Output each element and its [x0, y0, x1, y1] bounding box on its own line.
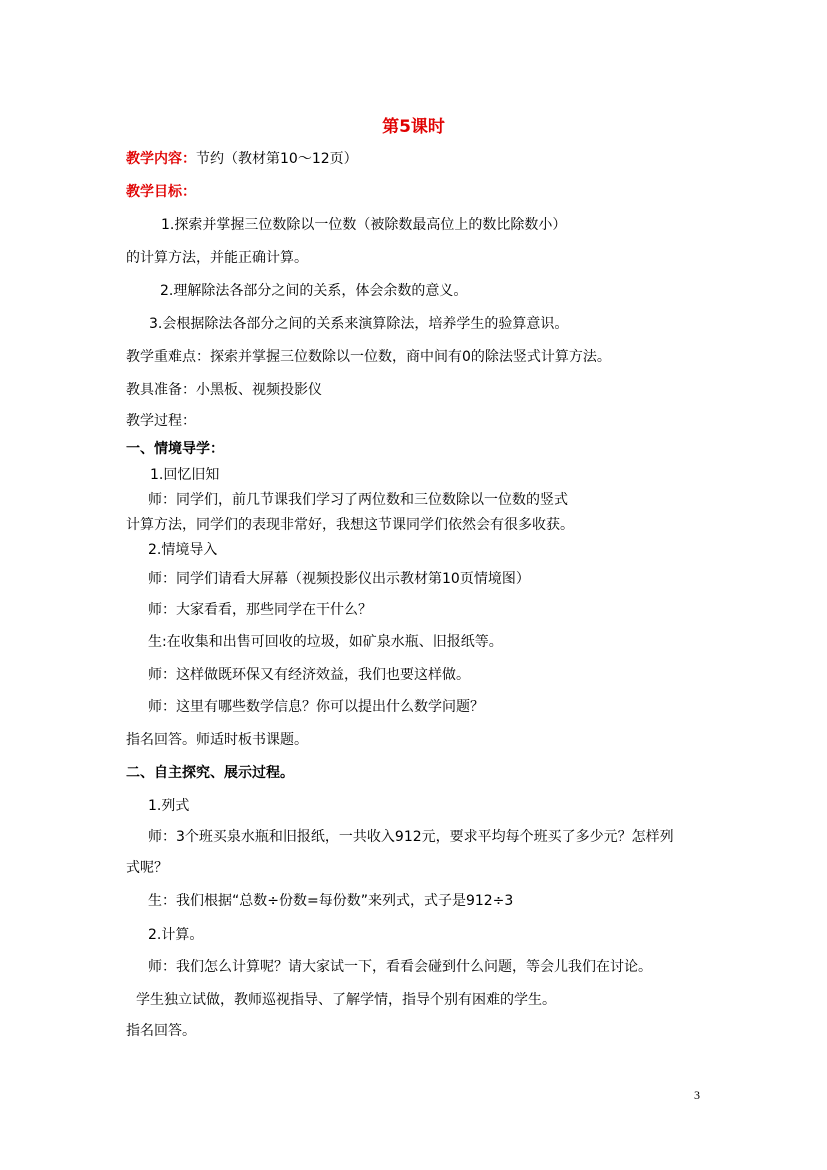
section-1-text-7: 指名回答。师适时板书课题。: [126, 732, 308, 748]
process-heading: 教学过程：: [126, 413, 196, 429]
section-2-heading: 二、自主探究、展示过程。: [126, 765, 294, 781]
section-1-heading: 一、情境导学：: [126, 441, 224, 457]
section-2-item-1: 1.列式: [148, 798, 190, 814]
section-2-text-2: 生：我们根据“总数÷份数=每份数”来列式，式子是912÷3: [148, 893, 514, 909]
section-1-text-5: 师：这样做既环保又有经济效益，我们也要这样做。: [148, 667, 470, 683]
section-2-text-4: 学生独立试做，教师巡视指导、了解学情，指导个别有困难的学生。: [136, 992, 556, 1008]
lesson-title: 第5课时: [382, 117, 445, 137]
content-value: 节约（教材第10～12页）: [196, 151, 358, 167]
section-2-text-5: 指名回答。: [126, 1023, 196, 1039]
section-1-item-1: 1.回忆旧知: [150, 467, 220, 483]
goals-label: 教学目标：: [126, 184, 196, 200]
page-number: 3: [694, 1088, 700, 1102]
goal-2: 2.理解除法各部分之间的关系，体会余数的意义。: [160, 283, 468, 299]
section-2-item-2: 2.计算。: [148, 927, 204, 943]
section-2-text-1a: 师：3个班买泉水瓶和旧报纸，一共收入912元，要求平均每个班买了多少元？怎样列: [148, 829, 674, 845]
content-line: [126, 150, 358, 168]
section-1-item-2: 2.情境导入: [148, 542, 218, 558]
section-1-text-3: 师：大家看看，那些同学在干什么？: [148, 602, 372, 618]
section-1-text-1b: 计算方法，同学们的表现非常好，我想这节课同学们依然会有很多收获。: [126, 517, 574, 533]
section-1-text-4: 生:在收集和出售可回收的垃圾，如矿泉水瓶、旧报纸等。: [148, 634, 503, 650]
section-2-text-3: 师：我们怎么计算呢？请大家试一下，看看会碰到什么问题，等会儿我们在讨论。: [148, 959, 652, 975]
section-1-text-1a: 师：同学们，前几节课我们学习了两位数和三位数除以一位数的竖式: [148, 492, 568, 508]
teaching-aids: 教具准备：小黑板、视频投影仪: [126, 382, 322, 398]
section-1-text-6: 师：这里有哪些数学信息？你可以提出什么数学问题？: [148, 699, 484, 715]
section-2-text-1b: 式呢？: [126, 860, 168, 876]
content-label: 教学内容：: [126, 151, 196, 167]
section-1-text-2: 师：同学们请看大屏幕（视频投影仪出示教材第10页情境图）: [148, 571, 530, 587]
goal-3: 3.会根据除法各部分之间的关系来演算除法，培养学生的验算意识。: [149, 316, 569, 332]
key-points: 教学重难点：探索并掌握三位数除以一位数，商中间有0的除法竖式计算方法。: [126, 349, 611, 365]
goal-1-line-a: 1.探索并掌握三位数除以一位数（被除数最高位上的数比除数小）: [161, 217, 567, 233]
goal-1-line-b: 的计算方法，并能正确计算。: [126, 250, 308, 266]
